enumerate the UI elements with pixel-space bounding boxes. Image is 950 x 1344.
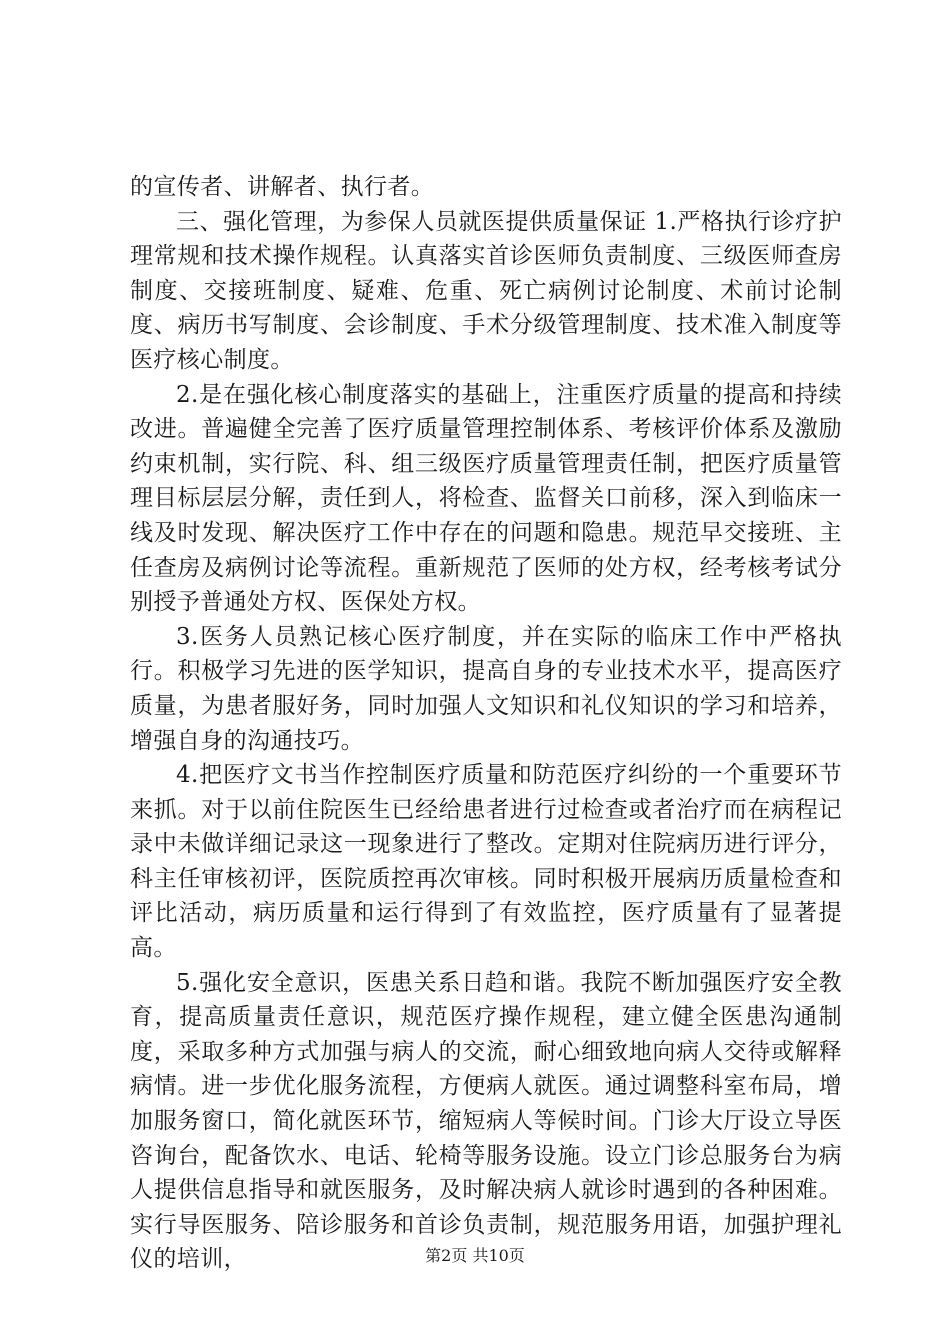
paragraph-item-4: 4.把医疗文书当作控制医疗质量和防范医疗纠纷的一个重要环节来抓。对于以前住院医生已经给患者进行过检查或者治疗而在病程记录中未做详细记录这一现象进行了整改。定期对住院病历进行评分，科主任审核初评，医院质控再次审核。同时积极开展病历质量检查和评比活动，病历质量和运行得到了有效监控，医疗质量有了显著提高。 — [130, 762, 842, 962]
paragraph-item-3: 3.医务人员熟记核心医疗制度，并在实际的临床工作中严格执行。积极学习先进的医学知识，提高自身的专业技术水平，提高医疗质量，为患者服好务，同时加强人文知识和礼仪知识的学习和培养，增强自身的沟通技巧。 — [130, 623, 842, 754]
paragraph-item-5: 5.强化安全意识，医患关系日趋和谐。我院不断加强医疗安全教育，提高质量责任意识，规范医疗操作规程，建立健全医患沟通制度，采取多种方式加强与病人的交流，耐心细致地向病人交待或解释病情。进一步优化服务流程，方便病人就医。通过调整科室布局，增加服务窗口，简化就医环节，缩短病人等候时间。门诊大厅设立导医咨询台，配备饮水、电话、轮椅等服务设施。设立门诊总服务台为病人提供信息指导和就医服务，及时解决病人就诊时遇到的各种困难。实行导医服务、陪诊服务和首诊负责制，规范服务用语，加强护理礼仪的培训， — [130, 969, 842, 1273]
page-number-footer: 第2页 共10页 — [425, 1246, 525, 1265]
paragraph-continuation: 的宣传者、讲解者、执行者。 — [130, 174, 435, 200]
paragraph-item-2: 2.是在强化核心制度落实的基础上，注重医疗质量的提高和持续改进。普遍健全完善了医疗质量管理控制体系、考核评价体系及激励约束机制，实行院、科、组三级医疗质量管理责任制，把医疗质量管理目标层层分解，责任到人，将检查、监督关口前移，深入到临床一线及时发现、解决医疗工作中存在的问题和隐患。规范早交接班、主任查房及病例讨论等流程。重新规范了医师的处方权，经考核考试分别授予普通处方权、医保处方权。 — [130, 381, 842, 616]
document-body — [130, 170, 842, 1277]
paragraph-section-three: 三、强化管理，为参保人员就医提供质量保证 1.严格执行诊疗护理常规和技术操作规程。认真落实首诊医师负责制度、三级医师查房制度、交接班制度、疑难、危重、死亡病例讨论制度、术前讨论制度、病历书写制度、会诊制度、手术分级管理制度、技术准入制度等医疗核心制度。 — [130, 208, 842, 373]
